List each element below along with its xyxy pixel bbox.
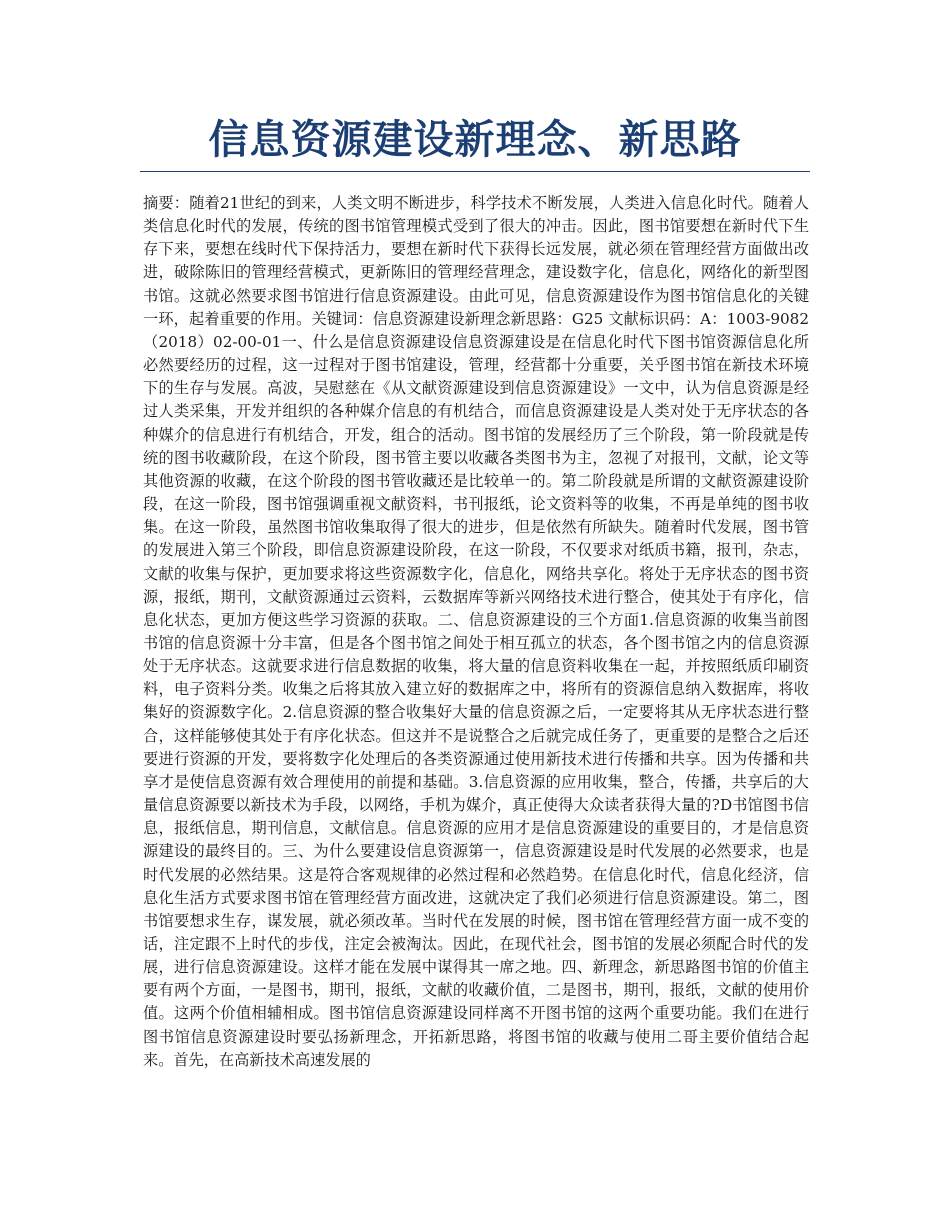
page-title: 信息资源建设新理念、新思路 <box>208 117 742 163</box>
article-body: 摘要：随着21世纪的到来，人类文明不断进步，科学技术不断发展，人类进入信息化时代。随着人类信息化时代的发展，传统的图书馆管理模式受到了很大的冲击。因此，图书馆要想在新时代下生存下来，要想在线时代下保持活力，要想在新时代下获得长远发展，就必须在管理经营方面做出改进，破除陈旧的管理经营模式，更新陈旧的管理经营理念，建设数字化，信息化，网络化的新型图书馆。这就必然要求图书馆进行信息资源建设。由此可见，信息资源建设作为图书馆信息化的关键一环，起着重要的作用。关键词：信息资源建设新理念新思路：G25 文献标识码：A：1003-9082（2018）02-00-01一、什么是信息资源建设信息资源建设是在信息化时代下图书馆资源信息化所必然要经历的过程，这一过程对于图书馆建设，管理，经营都十分重要，关乎图书馆在新技术环境下的生存与发展。高波，吴慰慈在《从文献资源建设到信息资源建设》一文中，认为信息资源是经过人类采集，开发并组织的各种媒介信息的有机结合，而信息资源建设是人类对处于无序状态的各种媒介的信息进行有机结合，开发，组合的活动。图书馆的发展经历了三个阶段，第一阶段就是传统的图书收藏阶段，在这个阶段，图书管主要以收藏各类图书为主，忽视了对报刊，文献，论文等其他资源的收藏，在这个阶段的图书管收藏还是比较单一的。第二阶段就是所谓的文献资源建设阶段，在这一阶段，图书馆强调重视文献资料，书刊报纸，论文资料等的收集，不再是单纯的图书收集。在这一阶段，虽然图书馆收集取得了很大的进步，但是依然有所缺失。随着时代发展，图书管的发展进入第三个阶段，即信息资源建设阶段，在这一阶段，不仅要求对纸质书籍，报刊，杂志，文献的收集与保护，更加要求将这些资源数字化，信息化，网络共享化。将处于无序状态的图书资源，报纸，期刊，文献资源通过云资料，云数据库等新兴网络技术进行整合，使其处于有序化，信息化状态，更加方便这些学习资源的获取。二、信息资源建设的三个方面1.信息资源的收集当前图书馆的信息资源十分丰富，但是各个图书馆之间处于相互孤立的状态，各个图书馆之内的信息资源处于无序状态。这就要求进行信息数据的收集，将大量的信息资料收集在一起，并按照纸质印刷资料，电子资料分类。收集之后将其放入建立好的数据库之中，将所有的资源信息纳入数据库，将收集好的资源数字化。2.信息资源的整合收集好大量的信息资源之后，一定要将其从无序状态进行整合，这样能够使其处于有序化状态。但这并不是说整合之后就完成任务了，更重要的是整合之后还要进行资源的开发，要将数字化处理后的各类资源通过使用新技术进行传播和共享。因为传播和共享才是使信息资源有效合理使用的前提和基础。3.信息资源的应用收集，整合，传播，共享后的大量信息资源要以新技术为手段，以网络，手机为媒介，真正使得大众读者获得大量的?D书馆图书信息，报纸信息，期刊信息，文献信息。信息资源的应用才是信息资源建设的重要目的，才是信息资源建设的最终目的。三、为什么要建设信息资源第一，信息资源建设是时代发展的必然要求，也是时代发展的必然结果。这是符合客观规律的必然过程和必然趋势。在信息化时代，信息化经济，信息化生活方式要求图书馆在管理经营方面改进，这就决定了我们必须进行信息资源建设。第二，图书馆要想求生存，谋发展，就必须改革。当时代在发展的时候，图书馆在管理经营方面一成不变的话，注定跟不上时代的步伐，注定会被淘汰。因此，在现代社会，图书馆的发展必须配合时代的发展，进行信息资源建设。这样才能在发展中谋得其一席之地。四、新理念，新思路图书馆的价值主要有两个方面，一是图书，期刊，报纸，文献的收藏价值，二是图书，期刊，报纸，文献的使用价值。这两个价值相辅相成。图书馆信息资源建设同样离不开图书馆的这两个重要功能。我们在进行图书馆信息资源建设时要弘扬新理念，开拓新思路，将图书馆的收藏与使用二哥主要价值结合起来。首先，在高新技术高速发展的 <box>143 194 809 1069</box>
title-underline-divider <box>140 171 810 172</box>
